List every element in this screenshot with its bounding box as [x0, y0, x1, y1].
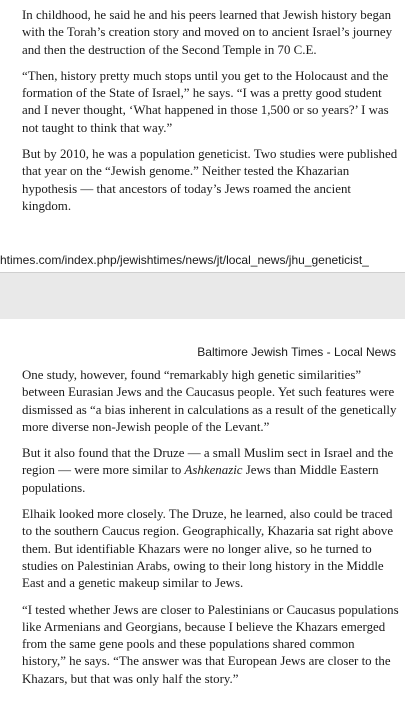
page-header: Baltimore Jewish Times - Local News	[197, 345, 396, 359]
paragraph: One study, however, found “remarkably high genetic similarities” between Eurasian Jews and the Caucasus people. Yet such features were dismissed as “a bias inherent in calculations as a result of the genetically more diverse non-Jewish people of the Levant.”	[22, 368, 397, 434]
paragraph-text: But it also found that the Druze — a small Muslim sect in Israel and the region — were more similar to	[22, 446, 394, 478]
document-page-2	[0, 319, 405, 717]
page-footer-url: htimes.com/index.php/jewishtimes/news/jt/local_news/jhu_geneticist_	[0, 253, 369, 267]
emphasized-term: Ashkenazic	[184, 463, 243, 478]
paragraph-text: Jews than Middle Eastern populations.	[22, 463, 379, 495]
paragraph: “I tested whether Jews are closer to Palestinians or Caucasus populations like Armenians and Georgians, because I believe the Khazars emerged from the same gene pools and these populations shared common history,” he says. “The answer was that European Jews are closer to the Khazars, but that was only half the story.”	[22, 602, 399, 686]
paragraph: In childhood, he said he and his peers learned that Jewish history began with the Torah’s creation story and moved on to ancient Israel’s journey and then the destruction of the Second Temple in 70 C.E.	[22, 8, 393, 57]
article-body-page-1	[22, 7, 400, 224]
page-separator	[0, 272, 405, 320]
paragraph	[22, 445, 400, 497]
paragraph: “Then, history pretty much stops until you get to the Holocaust and the formation of the State of Israel,” he says. “I was a pretty good student and I never thought, ‘What happened in those 1,500 or so years?’ I was not taught to think that way.”	[22, 68, 389, 135]
paragraph: But by 2010, he was a population geneticist. Two studies were published that year on the “Jewish genome.” Neither tested the Khazarian hypothesis — that ancestors of today’s Jews roamed the ancient kingdom.	[22, 147, 398, 213]
document-page-1	[0, 0, 405, 272]
paragraph: Elhaik looked more closely. The Druze, he learned, also could be traced to the southern Caucus region. Geographically, Khazaria sat right above them. But identifiable Khazars were no longer alive, so he turned to studies on Palestinian Arabs, owing to their long history in the Middle East and a genetic makeup similar to Jews.	[22, 507, 394, 591]
article-body-page-2	[22, 367, 400, 697]
